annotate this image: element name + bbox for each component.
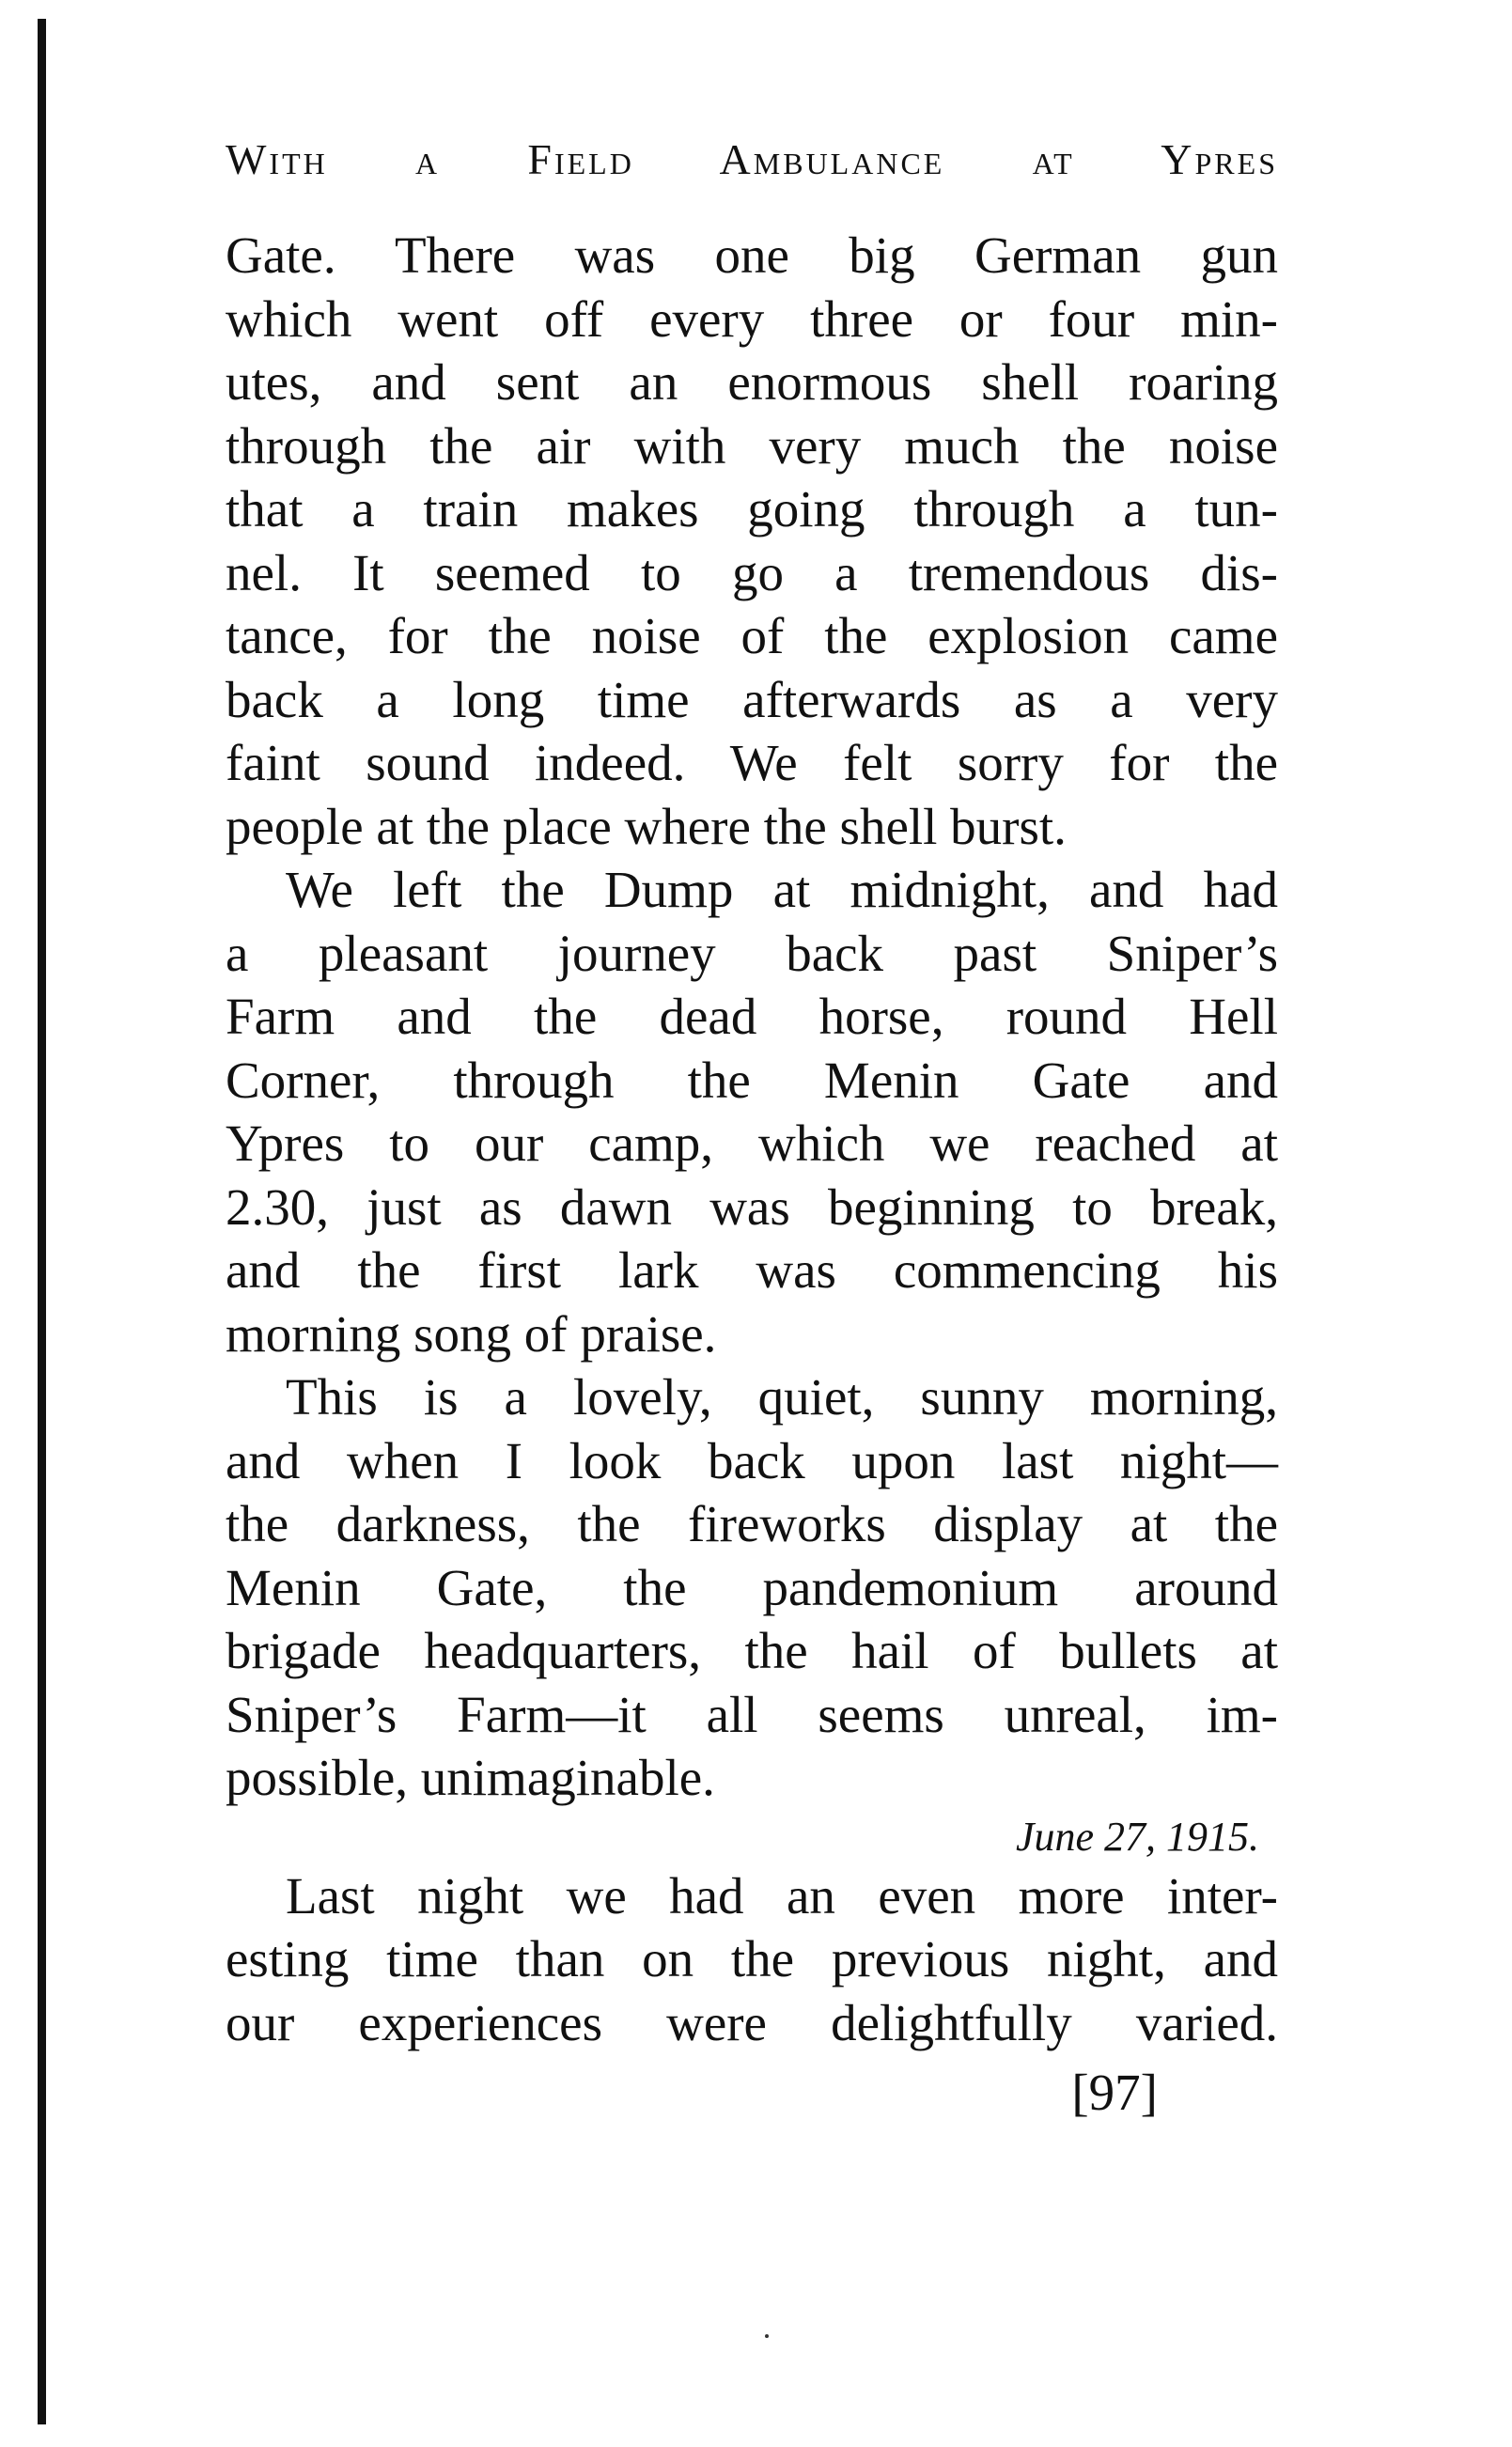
text-line: a pleasant journey back past Sniper’s [226, 924, 1278, 982]
text-line: tance, for the noise of the explosion came [226, 607, 1278, 664]
text-line: Ypres to our camp, which we reached at [226, 1114, 1278, 1172]
paragraph-2 [226, 858, 1278, 1365]
closing-paragraph [226, 1864, 1278, 2055]
text-line: Farm and the dead horse, round Hell [226, 988, 1278, 1045]
text-line: Corner, through the Menin Gate and [226, 1051, 1278, 1109]
text-line: the darkness, the fireworks display at the [226, 1495, 1278, 1552]
text-line: 2.30, just as dawn was beginning to break, [226, 1177, 1278, 1236]
text-line: and the first lark was commencing his [226, 1241, 1278, 1299]
text-line: This is a lovely, quiet, sunny morning, [286, 1368, 1278, 1426]
running-head: With a Field Ambulance at Ypres [226, 135, 1278, 183]
text-line: nel. It seemed to go a tremendous dis- [226, 543, 1278, 601]
print-speck [765, 2334, 769, 2338]
text-line: We left the Dump at midnight, and had [286, 861, 1278, 918]
text-line: Gate. There was one big German gun [226, 226, 1278, 284]
text-line: faint sound indeed. We felt sorry for the [226, 734, 1278, 791]
text-line: brigade headquarters, the hail of bullets at [226, 1622, 1278, 1679]
text-line: people at the place where the shell burst. [226, 797, 1067, 855]
paragraph-1 [226, 224, 1278, 858]
text-line: which went off every three or four min- [226, 289, 1278, 348]
text-line: possible, unimaginable. [226, 1749, 715, 1806]
text-line: esting time than on the previous night, and [226, 1930, 1278, 1987]
page-number: [97] [1071, 2064, 1158, 2121]
scan-edge-border [38, 19, 46, 2424]
text-line: and when I look back upon last night— [226, 1431, 1278, 1489]
paragraph-3 [226, 1365, 1278, 1810]
text-line: our experiences were delightfully varied. [226, 1993, 1278, 2051]
text-line: Sniper’s Farm—it all seems unreal, im- [226, 1685, 1278, 1743]
text-line: through the air with very much the noise [226, 416, 1278, 475]
text-line: morning song of praise. [226, 1304, 717, 1363]
text-line: back a long time afterwards as a very [226, 670, 1278, 728]
book-page [226, 132, 1278, 2126]
text-line: Last night we had an even more inter- [286, 1866, 1278, 1925]
date-heading: June 27, 1915. [1015, 1813, 1259, 1860]
text-line: that a train makes going through a tun- [226, 480, 1278, 538]
text-line: Menin Gate, the pandemonium around [226, 1558, 1278, 1616]
text-line: utes, and sent an enormous shell roaring [226, 353, 1278, 411]
